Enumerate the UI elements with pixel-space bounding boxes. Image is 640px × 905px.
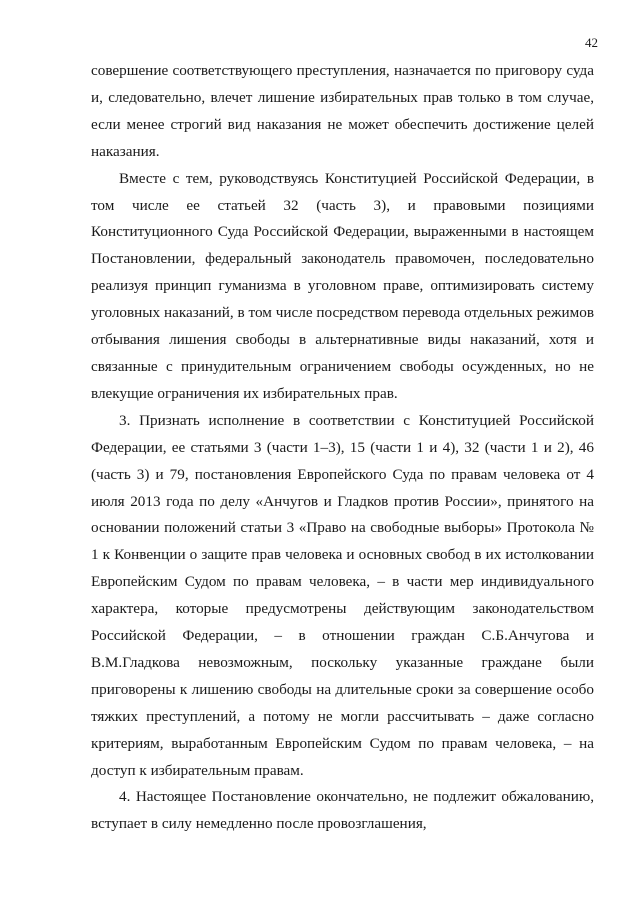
paragraph-continuation: совершение соответствующего преступления, назначается по приговору суда и, следовательно, влечет лишение избирательных прав только в том случае, если менее строгий вид наказания не может обеспечить достижение целей наказания. — [91, 62, 594, 160]
paragraph-legislator-powers: Вместе с тем, руководствуясь Конституцией Российской Федерации, в том числе ее статьей 32 (часть 3), и правовыми позициями Конституционного Суда Российской Федерации, выраженными в настоящем Постановлении, федеральный законодатель правомочен, последовательно реализуя принцип гуманизма в уголовном праве, оптимизировать систему уголовных наказаний, в том числе посредством перевода отдельных режимов отбывания лишения свободы в альтернативные виды наказаний, хотя и связанные с принудительным ограничением свободы осужденных, но не влекущие ограничения их избирательных прав. — [91, 169, 594, 402]
paragraph-item-3: 3. Признать исполнение в соответствии с Конституцией Российской Федерации, ее статьями 3 (части 1–3), 15 (части 1 и 4), 32 (части 1 и 2), 46 (часть 3) и 79, постановления Европейского Суда по правам человека от 4 июля 2013 года по делу «Анчугов и Гладков против России», принятого на основании положений статьи 3 «Право на свободные выборы» Протокола № 1 к Конвенции о защите прав человека и основных свобод в их истолковании Европейским Судом по правам человека, – в части мер индивидуального характера, которые предусмотрены действующим законодательством Российской Федерации, – в отношении граждан С.Б.Анчугова и В.М.Гладкова невозможным, поскольку указанные граждане были приговорены к лишению свободы на длительные сроки за совершение особо тяжких преступлений, а потому не могли рассчитывать – даже согласно критериям, выработанным Европейским Судом по правам человека, – на доступ к избирательным правам. — [91, 411, 594, 779]
page-number: 42 — [585, 35, 598, 50]
paragraph-item-4: 4. Настоящее Постановление окончательно, не подлежит обжалованию, вступает в силу немедленно после провозглашения, — [91, 788, 594, 833]
body-text — [91, 58, 594, 838]
